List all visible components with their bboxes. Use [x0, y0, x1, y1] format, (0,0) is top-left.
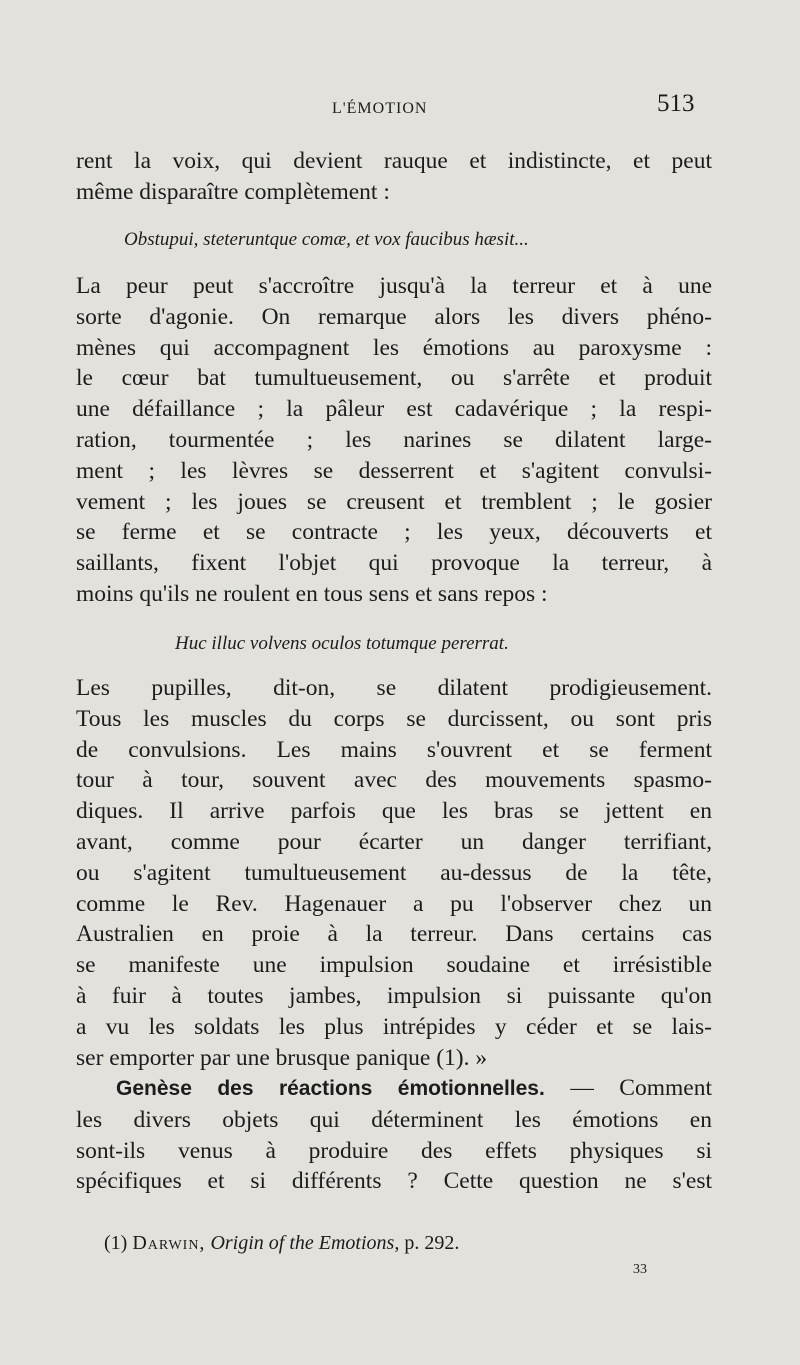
text-line: La peur peut s'accroître jusqu'à la terreur et à une: [76, 273, 712, 299]
text-line: même disparaître complètement :: [76, 178, 390, 205]
text-line: se ferme et se contracte ; les yeux, découverts et: [76, 519, 712, 546]
footnote-title: Origin of the Emotions,: [210, 1232, 400, 1254]
latin-quote-1: Obstupui, steteruntque comæ, et vox faucibus hæsit...: [124, 229, 529, 250]
footnote-page: p. 292.: [404, 1232, 460, 1254]
signature-mark: 33: [633, 1262, 647, 1277]
text-line: se manifeste une impulsion soudaine et irrésistible: [76, 952, 712, 979]
text-line: rent la voix, qui devient rauque et indistincte, et peut: [76, 148, 712, 174]
text-line: sorte d'agonie. On remarque alors les divers phéno-: [76, 303, 712, 330]
text-line: mènes qui accompagnent les émotions au paroxysme :: [76, 334, 712, 361]
section-heading-line: [76, 1073, 712, 1105]
text-line: les divers objets qui déterminent les émotions en: [76, 1106, 712, 1133]
text-line: Australien en proie à la terreur. Dans certains cas: [76, 921, 712, 948]
text-line: une défaillance ; la pâleur est cadavérique ; la respi-: [76, 396, 712, 423]
text-line: Tous les muscles du corps se durcissent, ou sont pris: [76, 705, 712, 732]
footnote-marker: (1): [104, 1232, 128, 1254]
page-number: 513: [657, 90, 695, 117]
text-line: diques. Il arrive parfois que les bras se jettent en: [76, 798, 712, 825]
paragraph-2: [76, 271, 712, 610]
text-line: avant, comme pour écarter un danger terrifiant,: [76, 828, 712, 855]
paragraph-1: [76, 146, 712, 208]
text-line: moins qu'ils ne roulent en tous sens et sans repos :: [76, 580, 548, 607]
text-line: ou s'agitent tumultueusement au-dessus de la tête,: [76, 859, 712, 886]
running-title: L'ÉMOTION: [332, 100, 428, 117]
heading-line-rest: — Comment: [570, 1075, 712, 1101]
text-line: a vu les soldats les plus intrépides y céder et se lais-: [76, 1013, 712, 1040]
text-line: de convulsions. Les mains s'ouvrent et se ferment: [76, 736, 712, 763]
text-line: le cœur bat tumultueusement, ou s'arrête et produit: [76, 365, 712, 392]
text-line: spécifiques et si différents ? Cette question ne s'est: [76, 1168, 712, 1195]
latin-quote-2: Huc illuc volvens oculos totumque pererrat.: [175, 633, 509, 654]
section-heading: Genèse des réactions émotionnelles.: [116, 1077, 545, 1100]
text-line: comme le Rev. Hagenauer a pu l'observer chez un: [76, 890, 712, 917]
paragraph-3: [76, 673, 712, 1073]
paragraph-4: [76, 1073, 712, 1197]
text-line: tour à tour, souvent avec des mouvements spasmo-: [76, 767, 712, 794]
footnote-author: Darwin,: [132, 1232, 206, 1254]
text-line: ser emporter par une brusque panique (1). »: [76, 1044, 488, 1071]
text-line: sont-ils venus à produire des effets physiques si: [76, 1137, 712, 1164]
footnote: [104, 1232, 459, 1255]
text-line: saillants, fixent l'objet qui provoque la terreur, à: [76, 550, 712, 577]
text-line: ration, tourmentée ; les narines se dilatent large-: [76, 426, 712, 453]
text-line: ment ; les lèvres se desserrent et s'agitent convulsi-: [76, 457, 712, 484]
text-line: Les pupilles, dit-on, se dilatent prodigieusement.: [76, 675, 712, 701]
text-line: vement ; les joues se creusent et tremblent ; le gosier: [76, 488, 712, 515]
text-line: à fuir à toutes jambes, impulsion si puissante qu'on: [76, 982, 712, 1009]
